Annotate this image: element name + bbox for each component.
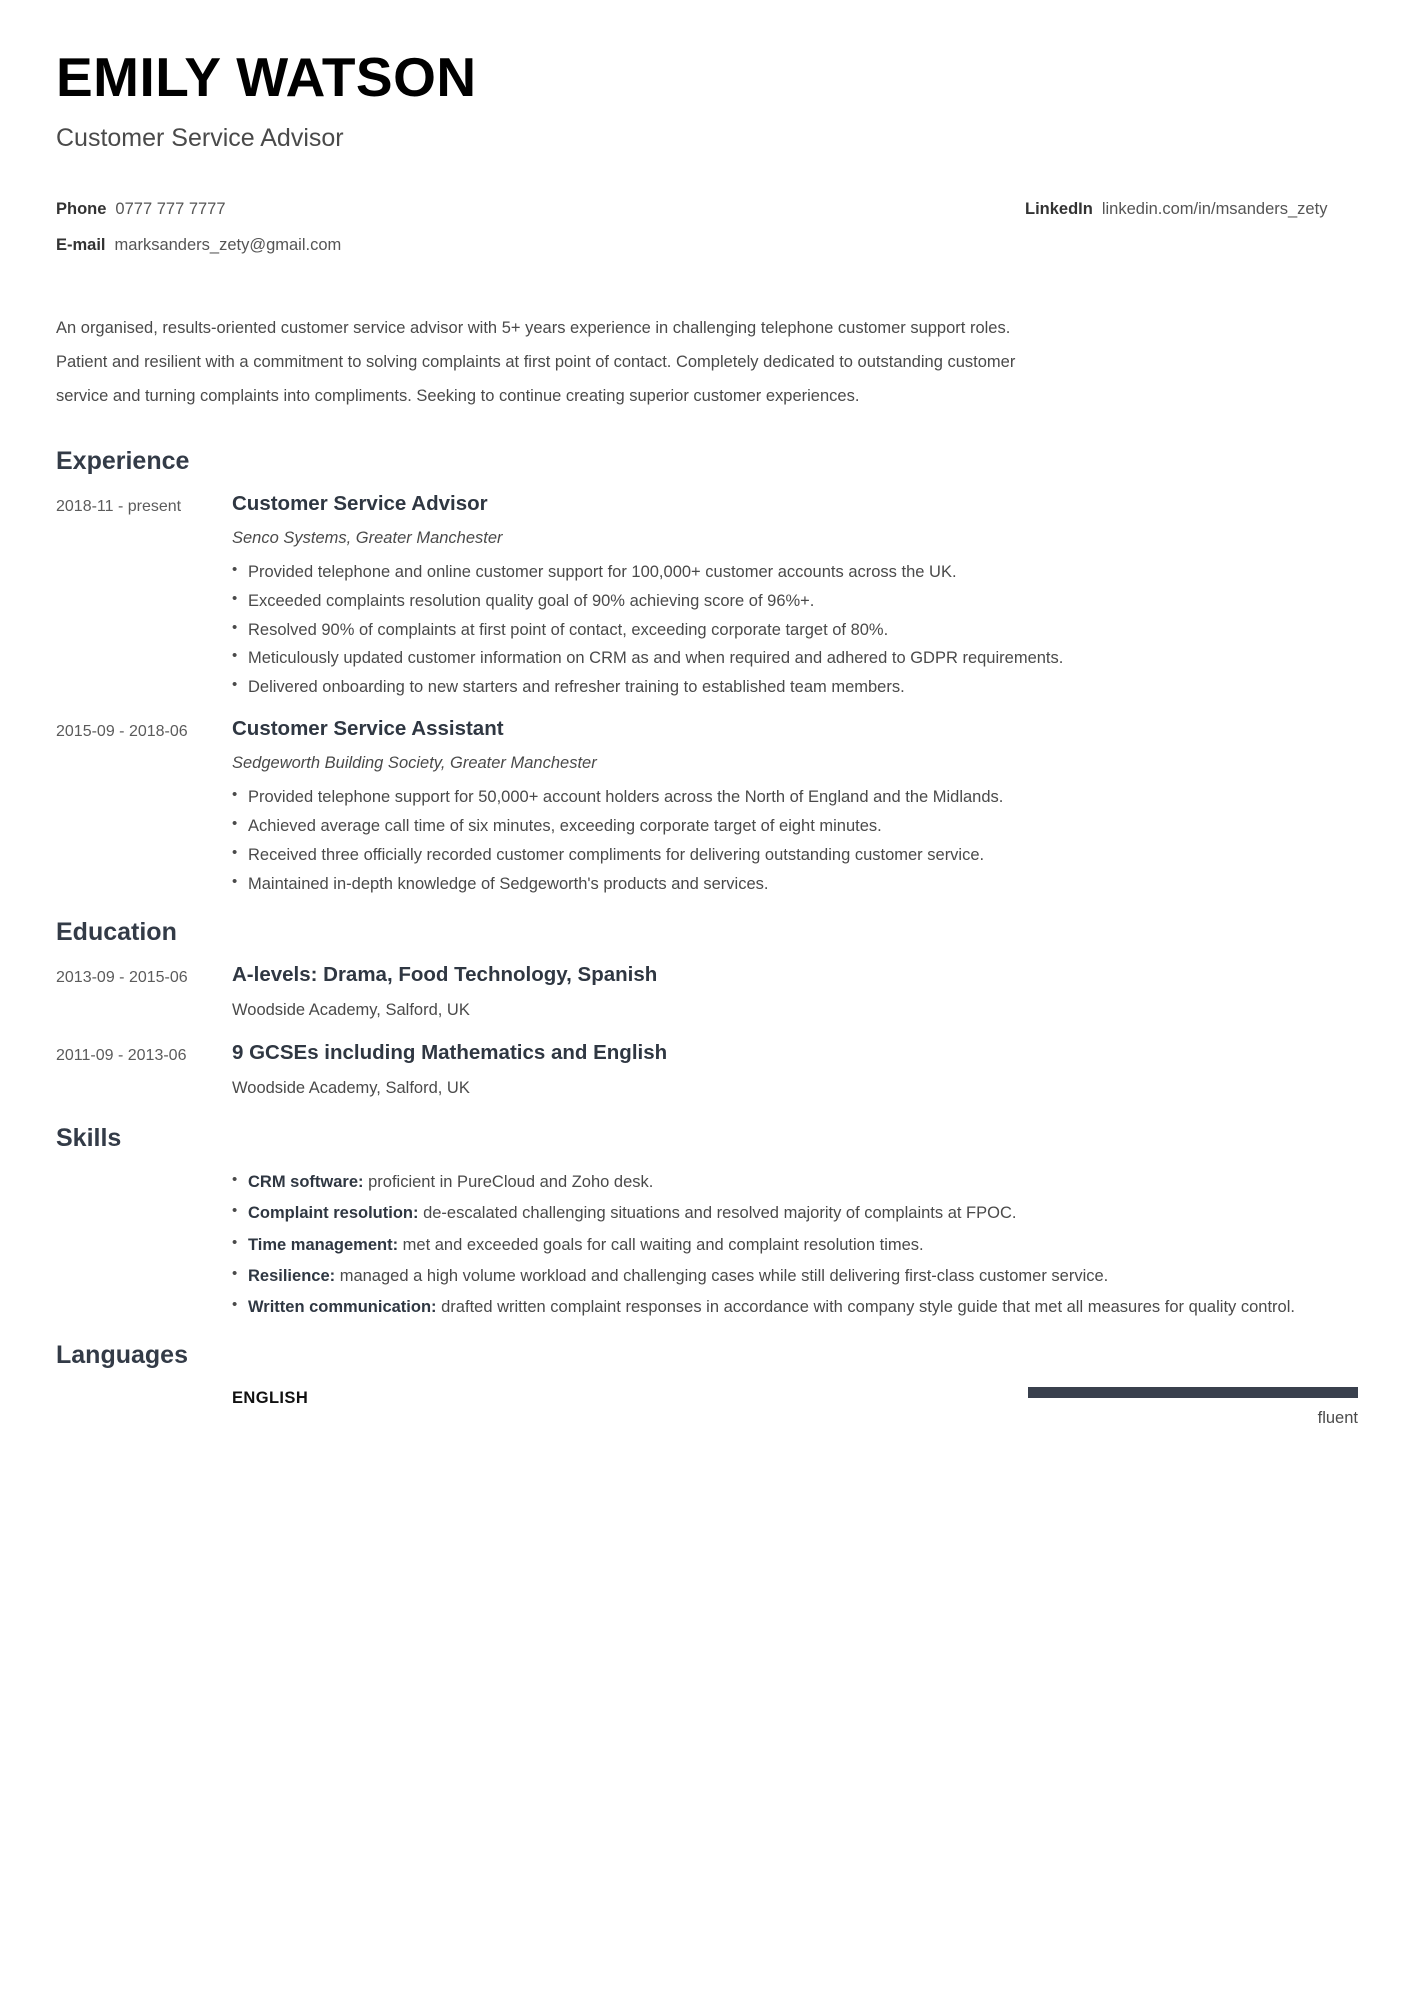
list-item: • Provided telephone support for 50,000+ account holders across the North of England and the Midlands. [232,783,1358,812]
section-education [56,917,1358,1105]
section-heading-experience: Experience [56,446,190,475]
candidate-job-title: Customer Service Advisor [56,124,344,153]
experience-entry [56,491,1358,702]
education-dates: 2013-09 - 2015-06 [56,968,188,986]
list-item: • Exceeded complaints resolution quality goal of 90% achieving score of 96%+. [232,587,1358,616]
education-title: 9 GCSEs including Mathematics and English [232,1041,668,1065]
list-item: • Achieved average call time of six minutes, exceeding corporate target of eight minutes. [232,812,1358,841]
list-item: • Received three officially recorded customer compliments for delivering outstanding customer service. [232,841,1358,870]
language-level: fluent [1317,1409,1358,1428]
skill-name: Time management: [248,1235,399,1254]
experience-employer: Senco Systems, Greater Manchester [232,528,503,547]
list-item [232,1293,1358,1321]
list-item [232,1168,1358,1196]
candidate-name: EMILY WATSON [56,46,477,108]
education-school: Woodside Academy, Salford, UK [232,1000,470,1019]
experience-dates: 2015-09 - 2018-06 [56,723,188,741]
list-item: • Maintained in-depth knowledge of Sedgeworth's products and services. [232,870,1358,899]
contact-item-email[interactable] [56,235,707,256]
experience-entry [56,716,1358,898]
skill-name: Complaint resolution: [248,1204,419,1223]
section-experience [56,446,1358,899]
contact-item-phone [56,199,707,220]
skill-detail: managed a high volume workload and challenging cases while still delivering first-class customer service. [335,1267,1109,1286]
education-entry [56,962,1358,1026]
language-bar-track [1028,1387,1358,1398]
language-row [232,1387,1358,1428]
education-body [232,1040,1358,1104]
experience-body [232,491,1358,702]
skills-list [232,1168,1358,1322]
list-item [232,1199,1358,1227]
list-item: • Meticulously updated customer information on CRM as and when required and adhered to GDPR requirements. [232,644,1358,673]
education-body [232,962,1358,1026]
education-school: Woodside Academy, Salford, UK [232,1078,470,1097]
section-skills [56,1123,1358,1322]
skill-detail: proficient in PureCloud and Zoho desk. [363,1172,654,1191]
skill-detail: de-escalated challenging situations and resolved majority of complaints at FPOC. [418,1204,1017,1223]
contact-label-email: E-mail [56,235,106,254]
skill-detail: drafted written complaint responses in accordance with company style guide that met all measures for quality control. [436,1298,1295,1317]
experience-bullets [232,783,1358,899]
contact-value-phone: 0777 777 7777 [115,200,226,219]
contact-label-linkedin: LinkedIn [1025,200,1093,219]
section-heading-languages: Languages [56,1340,188,1369]
experience-dates: 2018-11 - present [56,497,182,515]
contact-item-linkedin[interactable] [707,199,1358,220]
list-item: • Resolved 90% of complaints at first point of contact, exceeding corporate target of 80%. [232,616,1358,645]
skill-detail: met and exceeded goals for call waiting and complaint resolution times. [398,1235,924,1254]
professional-summary: An organised, results-oriented customer service advisor with 5+ years experience in challenging telephone customer support roles. Patient and resilient with a commitment to solving complaints at first point of contact. Completely dedicated to outstanding customer service and turning complaints into compliments. Seeking to continue creating superior customer experiences. [56,319,1016,405]
contact-label-phone: Phone [56,200,107,219]
education-entry [56,1040,1358,1104]
experience-body [232,716,1358,898]
section-heading-skills: Skills [56,1123,122,1152]
contact-value-linkedin[interactable]: linkedin.com/in/msanders_zety [1101,200,1328,219]
contact-details [56,199,1358,256]
skills-body [232,1168,1358,1322]
list-item [232,1262,1358,1290]
experience-bullets [232,558,1358,702]
skill-name: Written communication: [248,1298,437,1317]
education-title: A-levels: Drama, Food Technology, Spanish [232,962,658,986]
contact-value-email[interactable]: marksanders_zety@gmail.com [114,235,342,254]
list-item [232,1231,1358,1259]
skill-name: Resilience: [248,1267,336,1286]
experience-title: Customer Service Assistant [232,717,504,741]
language-bar-fill [1028,1387,1358,1398]
language-meter [1028,1387,1358,1428]
experience-employer: Sedgeworth Building Society, Greater Manchester [232,753,597,772]
education-dates: 2011-09 - 2013-06 [56,1047,187,1065]
section-heading-education: Education [56,917,177,946]
language-name: ENGLISH [232,1389,309,1408]
experience-title: Customer Service Advisor [232,491,488,515]
list-item: • Provided telephone and online customer support for 100,000+ customer accounts across the UK. [232,558,1358,587]
list-item: • Delivered onboarding to new starters and refresher training to established team members. [232,673,1358,702]
section-languages [56,1340,1358,1428]
skill-name: CRM software: [248,1172,364,1191]
